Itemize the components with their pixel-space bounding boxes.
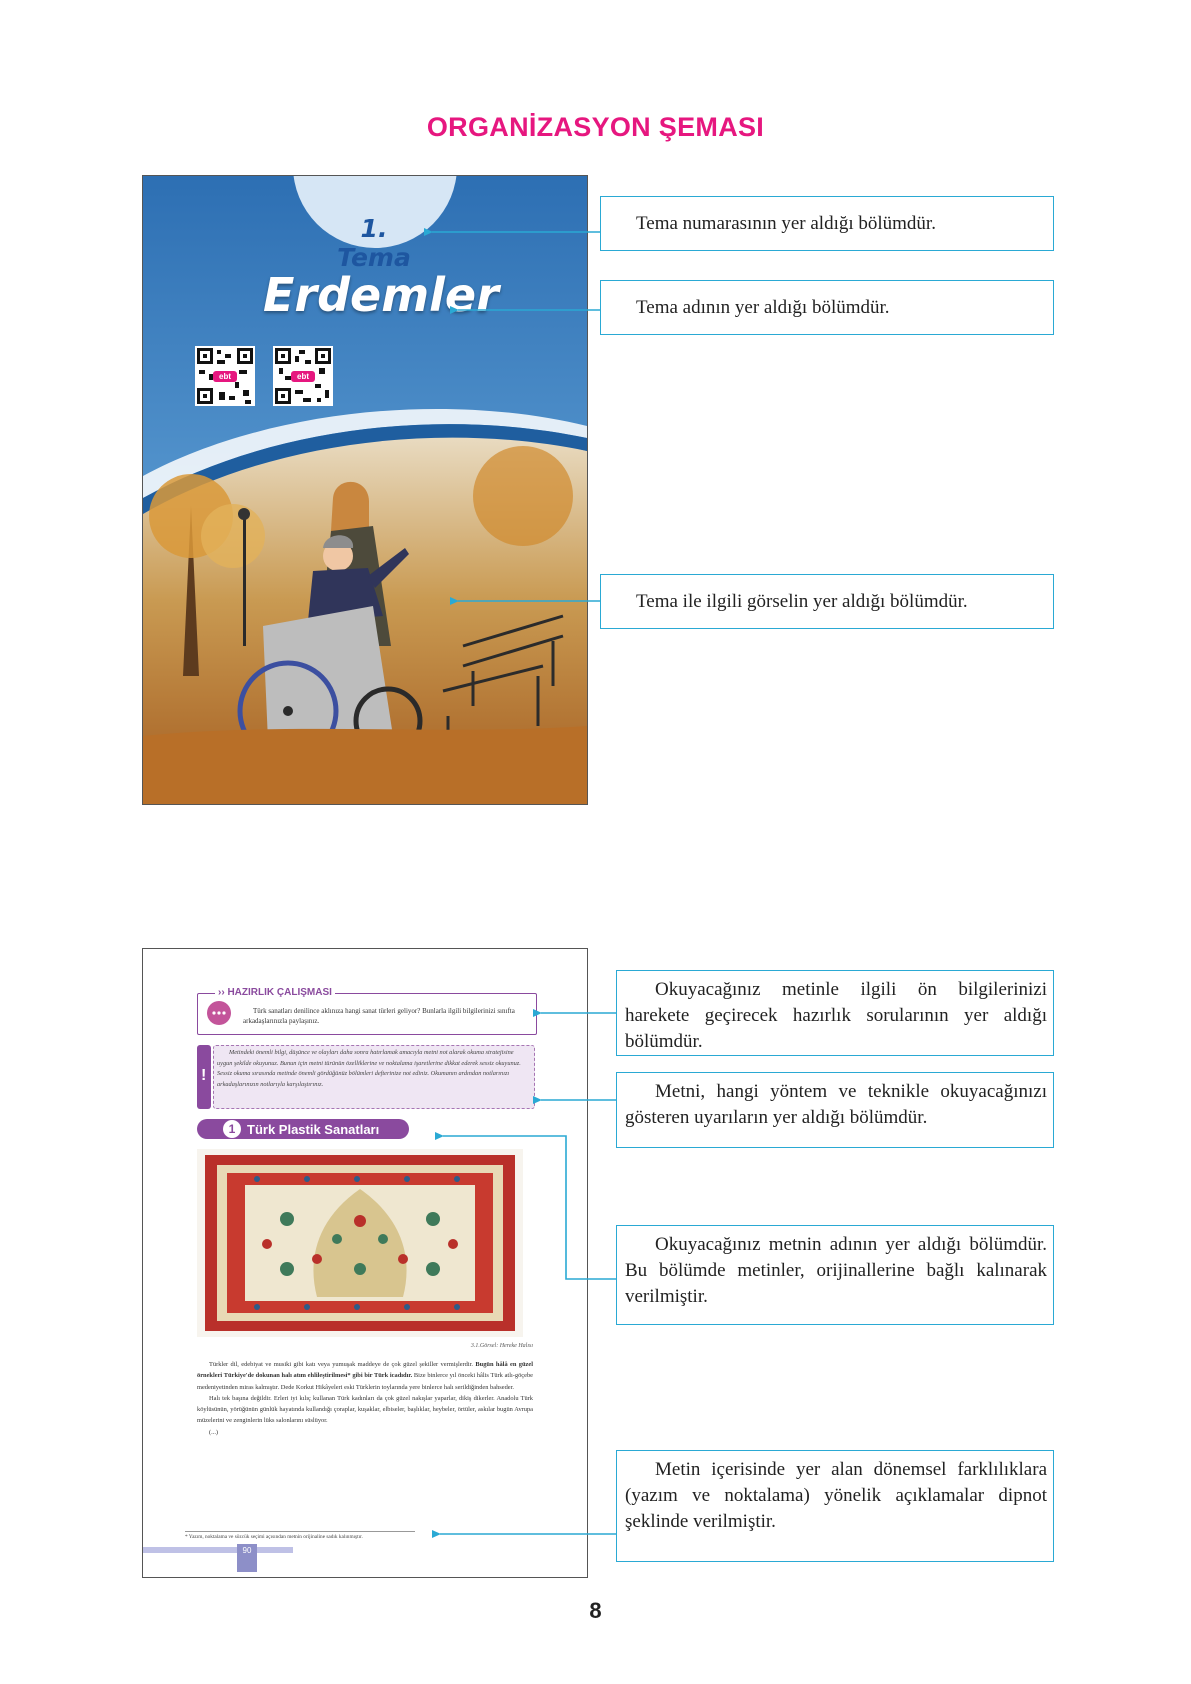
callout-text: Okuyacağınız metinle ilgili ön bilgilerinizi harekete geçirecek hazırlık sorularının yer aldığı bölümdür. <box>625 979 1047 1052</box>
callout-text: Metin içerisinde yer alan dönemsel farklılıklara (yazım ve noktalama) yönelik açıklamalar dipnot şeklinde verilmiştir. <box>625 1459 1047 1532</box>
exclamation-icon: ! <box>201 1067 207 1084</box>
qr-label: ebt <box>219 372 231 381</box>
callout-text: Tema ile ilgili görselin yer aldığı bölümdür. <box>636 590 968 612</box>
footnote-text: * Yazım, noktalama ve sözcük seçimi açısından metnin orijinaline sadık kalınmıştır. <box>185 1534 363 1540</box>
warning-text: Metindeki önemli bilgi, düşünce ve olayları daha sonra hatırlamak amacıyla metni not alarak okuma stratejisine uygun şekilde okuyunuz. Bunun için metni türünün özelliklerine ve noktalama işaretlerine dikkat ederek sessiz okuyunuz. Sessiz okuma sırasında metinde önemli gördüğünüz bölümleri defterinize not ediniz. Okumanın ardından notlarınızı arkadaşlarınızın notlarıyla karşılaştırınız. <box>217 1049 521 1088</box>
image-caption: 3.1.Görsel: Hereke Halısı <box>470 1343 533 1349</box>
callout-text: Tema numarasının yer aldığı bölümdür. <box>636 212 936 234</box>
page-title: ORGANİZASYON ŞEMASI <box>426 112 765 142</box>
qr-label: ebt <box>297 372 309 381</box>
callout-text: Tema adının yer aldığı bölümdür. <box>636 296 890 318</box>
arrow-text-title <box>443 1136 616 1279</box>
preparation-text: Türk sanatları denilince aklınıza hangi sanat türleri geliyor? Bunlarla ilgili bilgilerinizi sınıfta arkadaşlarınızla paylaşınız. <box>243 1007 515 1025</box>
theme-name: Erdemler <box>263 268 499 322</box>
text-number: 1 <box>223 1120 241 1138</box>
sample-body-text: Türkler dil, edebiyat ve musiki gibi katı veya yumuşak maddeye de çok güzel şekiller vermişlerdir. Bugün hâlâ en güzel örnekleri Türkiye'de dokunan halı atım ehlileştirilmesi* gibi bir Türk icadıdır. Bize binlerce yıl önceki hâlis Türk atlı-göçebe medeniyetinden miras kalmıştır. Dede Korkut Hikâyeleri eski Türklerin toylarında yere binlerce halı serildiğinden bahseder. Halı tek başına değildir. Erleri iyi kılıç kullanan Türk kadınları da çok güzel nakışlar yaparlar, dikiş dikerler. Anadolu Türk köylüsünün, yörüğünün günlük hayatında kullandığı çoraplar, kuşaklar, elbiseler, başlıklar, heybeler, örtüler, askılar bugün Avrupa müzelerini ve zenginlerin lüks salonlarını süslüyor. (...) <box>197 1361 533 1436</box>
page-number: 8 <box>589 1598 602 1623</box>
double-chevron-icon: ›› <box>218 987 225 998</box>
preparation-title: ›› HAZIRLIK ÇALIŞMASI <box>215 987 335 998</box>
text-title: Türk Plastik Sanatları <box>247 1122 380 1137</box>
theme-number: 1. Tema <box>337 214 411 272</box>
callout-text: Okuyacağınız metnin adının yer aldığı bölümdür. Bu bölümde metinler, orijinallerine bağlı kalınarak verilmiştir. <box>625 1234 1047 1307</box>
callout-text: Metni, hangi yöntem ve teknikle okuyacağınızı gösteren uyarıların yer aldığı bölümdür. <box>625 1081 1047 1128</box>
sample-page-number: 90 <box>237 1544 257 1572</box>
